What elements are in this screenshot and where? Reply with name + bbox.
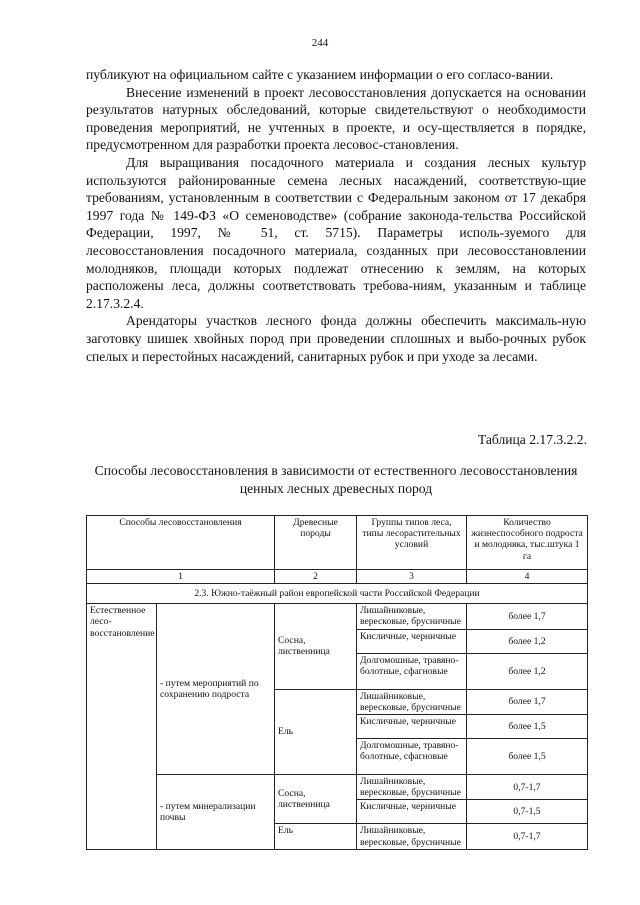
paragraph: Для выращивания посадочного материала и создания лесных культур используются районированные семена лесных насаждений, соответствую-щие требованиям, установленным в соответствии с Федеральным законом от 17 декабря 1997 года № 149-ФЗ «О семеноводстве» (собрание законода-тельства Российской Федерации, 1997, № 51, ст. 5715). Параметры исполь-зуемого для лесовосстановления посадочного материала, созданных при лесовосстановлении молодняков, площади которых подлежат отнесению к землям, на которых расположены леса, должны соответствовать требова-ниям, указанным и таблице 2.17.3.2.4. bbox=[86, 154, 586, 311]
header-cell: Способы лесовосстановления bbox=[87, 516, 275, 570]
header-cell: Древесные породы bbox=[275, 516, 357, 570]
species-cell: Ель bbox=[275, 824, 357, 849]
column-number: 4 bbox=[467, 570, 588, 584]
table-caption: Таблица 2.17.3.2.2. bbox=[477, 432, 587, 447]
column-number-row bbox=[87, 570, 588, 584]
quantity-cell: более 1,7 bbox=[467, 689, 588, 714]
species-cell: Сосна, лиственница bbox=[275, 775, 357, 824]
section-cell: 2.3. Южно-таёжный район европейской части Российской Федерации bbox=[87, 584, 588, 604]
quantity-cell: более 1,2 bbox=[467, 653, 588, 689]
submethod-cell: - путем мероприятий по сохранению подроста bbox=[157, 604, 275, 775]
forest-type-cell: Долгомошные, травяно-болотные, сфагновые bbox=[357, 653, 467, 689]
quantity-cell: более 1,7 bbox=[467, 604, 588, 629]
header-cell: Группы типов леса, типы лесорастительных условий bbox=[357, 516, 467, 570]
column-number: 2 bbox=[275, 570, 357, 584]
table-title: Способы лесовосстановления в зависимости от естественного лесовосстановления ценных лесных древесных пород bbox=[94, 463, 578, 496]
data-table bbox=[86, 515, 588, 850]
header-cell: Количество жизнеспособного подроста и молодняка, тыс.штука 1 га bbox=[467, 516, 588, 570]
paragraph: Внесение изменений в проект лесовосстановления допускается на основании результатов натурных обследований, которые свидетельствуют о необходимости проведения мероприятий, не учтенных в проекте, и осу-ществляется в порядке, предусмотренном для разработки проекта лесовос-становления. bbox=[86, 84, 586, 153]
forest-type-cell: Кисличные, черничные bbox=[357, 715, 467, 739]
species-cell: Ель bbox=[275, 689, 357, 774]
quantity-cell: 0,7-1,7 bbox=[467, 775, 588, 800]
quantity-cell: 0,7-1,5 bbox=[467, 800, 588, 824]
forest-type-cell: Долгомошные, травяно-болотные, сфагновые bbox=[357, 739, 467, 775]
quantity-cell: 0,7-1,7 bbox=[467, 824, 588, 849]
submethod-cell: - путем минерализации почвы bbox=[157, 775, 275, 850]
quantity-cell: более 1,5 bbox=[467, 715, 588, 739]
forest-type-cell: Кисличные, черничные bbox=[357, 629, 467, 653]
table-row bbox=[87, 604, 588, 629]
table-row bbox=[87, 775, 588, 800]
quantity-cell: более 1,5 bbox=[467, 739, 588, 775]
body-text bbox=[86, 66, 586, 365]
quantity-cell: более 1,2 bbox=[467, 629, 588, 653]
method-cell: Естественное лесо-восстановление bbox=[87, 604, 157, 850]
column-number: 3 bbox=[357, 570, 467, 584]
paragraph: публикуют на официальном сайте с указанием информации о его согласо-вании. bbox=[86, 67, 554, 82]
species-cell: Сосна, лиственница bbox=[275, 604, 357, 689]
column-number: 1 bbox=[87, 570, 275, 584]
forest-type-cell: Лишайниковые, вересковые, брусничные bbox=[357, 824, 467, 849]
page-number: 244 bbox=[311, 37, 329, 49]
table-header-row bbox=[87, 516, 588, 570]
paragraph: Арендаторы участков лесного фонда должны обеспечить максималь-ную заготовку шишек хвойных пород при проведении сплошных и выбо-рочных рубок спелых и перестойных насаждений, санитарных рубок и при уходе за лесами. bbox=[86, 313, 586, 364]
forest-type-cell: Кисличные, черничные bbox=[357, 800, 467, 824]
forest-type-cell: Лишайниковые, вересковые, брусничные bbox=[357, 604, 467, 629]
forest-type-cell: Лишайниковые, вересковые, брусничные bbox=[357, 775, 467, 800]
section-row bbox=[87, 584, 588, 604]
forest-type-cell: Лишайниковые, вересковые, брусничные bbox=[357, 689, 467, 714]
